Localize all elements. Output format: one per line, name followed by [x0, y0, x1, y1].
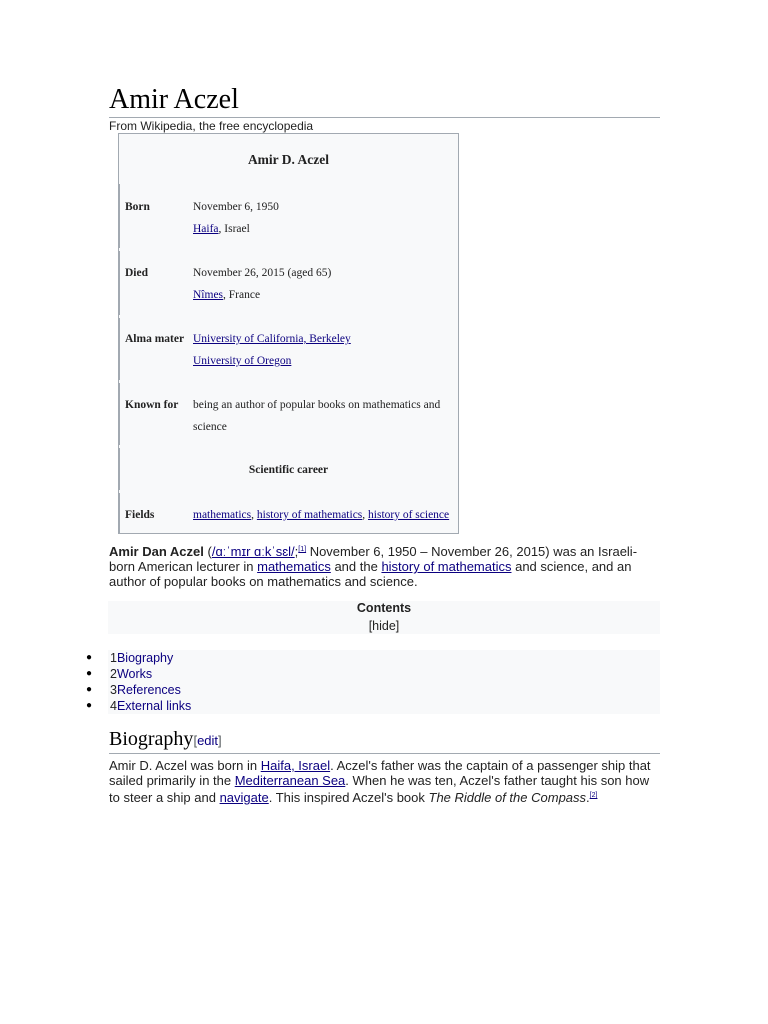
fields-separator: ,	[251, 509, 257, 521]
mediterranean-sea-link[interactable]: Mediterranean Sea	[234, 773, 346, 788]
toc-item	[86, 666, 660, 682]
lead-text: November 6, 1950 – November 26, 2015) was an Israeli-born American lecturer in	[109, 544, 638, 574]
fields-separator: ,	[362, 509, 369, 521]
infobox-career-heading: Scientific career	[248, 464, 329, 476]
edit-bracket: ]	[218, 733, 222, 748]
infobox-row-divider	[119, 184, 120, 248]
lead-text: and the	[330, 559, 382, 574]
lead-text: and science, and an author of popular books on mathematics and science.	[109, 559, 632, 589]
subject-name: Amir Dan Aczel	[109, 544, 204, 559]
body-text: .	[586, 790, 590, 805]
died-place-rest: , France	[223, 289, 261, 301]
infobox-title: Amir D. Aczel	[247, 152, 330, 167]
toc-item-number: 1	[110, 651, 117, 665]
infobox-row-divider	[119, 383, 120, 445]
field-link-history-of-mathematics[interactable]: history of mathematics	[256, 509, 363, 521]
bullet-icon: ●	[86, 668, 93, 679]
toc-link-biography[interactable]: Biography	[116, 651, 174, 665]
toc-item	[86, 682, 660, 698]
toc-hide-toggle[interactable]: [hide]	[368, 619, 400, 633]
navigate-link[interactable]: navigate	[219, 790, 269, 805]
body-text: Amir D. Aczel was born in	[109, 758, 261, 773]
body-text: . This inspired Aczel's book	[268, 790, 429, 805]
bullet-icon: ●	[86, 652, 93, 663]
alma-mater-link-oregon[interactable]: University of Oregon	[193, 355, 292, 367]
edit-section	[193, 733, 221, 748]
toc-item-number: 2	[110, 667, 117, 681]
infobox-died-value	[193, 262, 455, 306]
infobox-known-for-value: being an author of popular books on mathematics and science	[193, 399, 441, 433]
infobox-row-divider	[119, 251, 120, 315]
infobox-row-divider	[119, 318, 120, 380]
infobox	[118, 133, 459, 534]
born-place-rest: , Israel	[218, 223, 250, 235]
reference-1-link[interactable]: [1]	[298, 546, 307, 553]
body-text: . When he was ten, Aczel's father taught his son how to steer a ship and	[109, 773, 650, 805]
biography-paragraph	[109, 758, 661, 805]
toc-title: Contents	[356, 601, 412, 615]
toc-item-number: 4	[110, 699, 117, 713]
section-title: Biography	[109, 728, 194, 750]
history-of-mathematics-link[interactable]: history of mathematics	[381, 559, 512, 574]
died-place-link[interactable]: Nîmes	[193, 289, 224, 301]
infobox-alma-mater-value	[193, 328, 455, 372]
body-text: . Aczel's father was the captain of a passenger ship that sailed primarily in the	[109, 758, 651, 788]
infobox-fields-value	[193, 504, 455, 526]
died-date: November 26, 2015 (aged 65)	[193, 267, 332, 279]
ipa-open: (	[203, 544, 212, 559]
bullet-icon: ●	[86, 684, 93, 695]
ipa-close: ;	[294, 544, 299, 559]
infobox-known-for-label: Known for	[125, 399, 179, 411]
infobox-alma-mater-label: Alma mater	[125, 333, 185, 345]
infobox-died-label: Died	[125, 267, 148, 279]
haifa-israel-link[interactable]: Haifa, Israel	[260, 758, 331, 773]
infobox-born-value	[193, 196, 455, 240]
edit-link[interactable]: edit	[197, 733, 219, 748]
section-heading-biography	[109, 727, 660, 754]
born-date: November 6, 1950	[193, 201, 279, 213]
born-place	[193, 218, 455, 240]
bullet-icon: ●	[86, 700, 93, 711]
page-title: Amir Aczel	[109, 83, 660, 118]
book-title: The Riddle of the Compass	[428, 790, 587, 805]
infobox-row-divider	[119, 493, 120, 533]
toc-item-number: 3	[110, 683, 117, 697]
edit-bracket: [	[193, 733, 198, 748]
mathematics-link[interactable]: mathematics	[257, 559, 331, 574]
toc-list	[86, 650, 660, 714]
field-link-mathematics[interactable]: mathematics	[193, 509, 252, 521]
toc-link-references[interactable]: References	[116, 683, 181, 697]
alma-mater-link-berkeley[interactable]: University of California, Berkeley	[193, 333, 351, 345]
field-link-history-of-science[interactable]: history of science	[368, 509, 450, 521]
ipa-link[interactable]: /ɑːˈmɪr ɑːkˈsɛl/	[211, 544, 295, 559]
reference-2-link[interactable]: [2]	[589, 792, 598, 799]
lead-paragraph	[109, 542, 661, 589]
infobox-fields-label: Fields	[125, 509, 155, 521]
toc-item	[86, 650, 660, 666]
died-place	[193, 284, 455, 306]
toc-item	[86, 698, 660, 714]
toc-link-external-links[interactable]: External links	[116, 699, 192, 713]
infobox-born-label: Born	[125, 201, 150, 213]
page-tagline: From Wikipedia, the free encyclopedia	[109, 119, 314, 133]
toc-link-works[interactable]: Works	[116, 667, 153, 681]
born-place-link[interactable]: Haifa	[193, 223, 219, 235]
toc-header	[108, 601, 660, 634]
